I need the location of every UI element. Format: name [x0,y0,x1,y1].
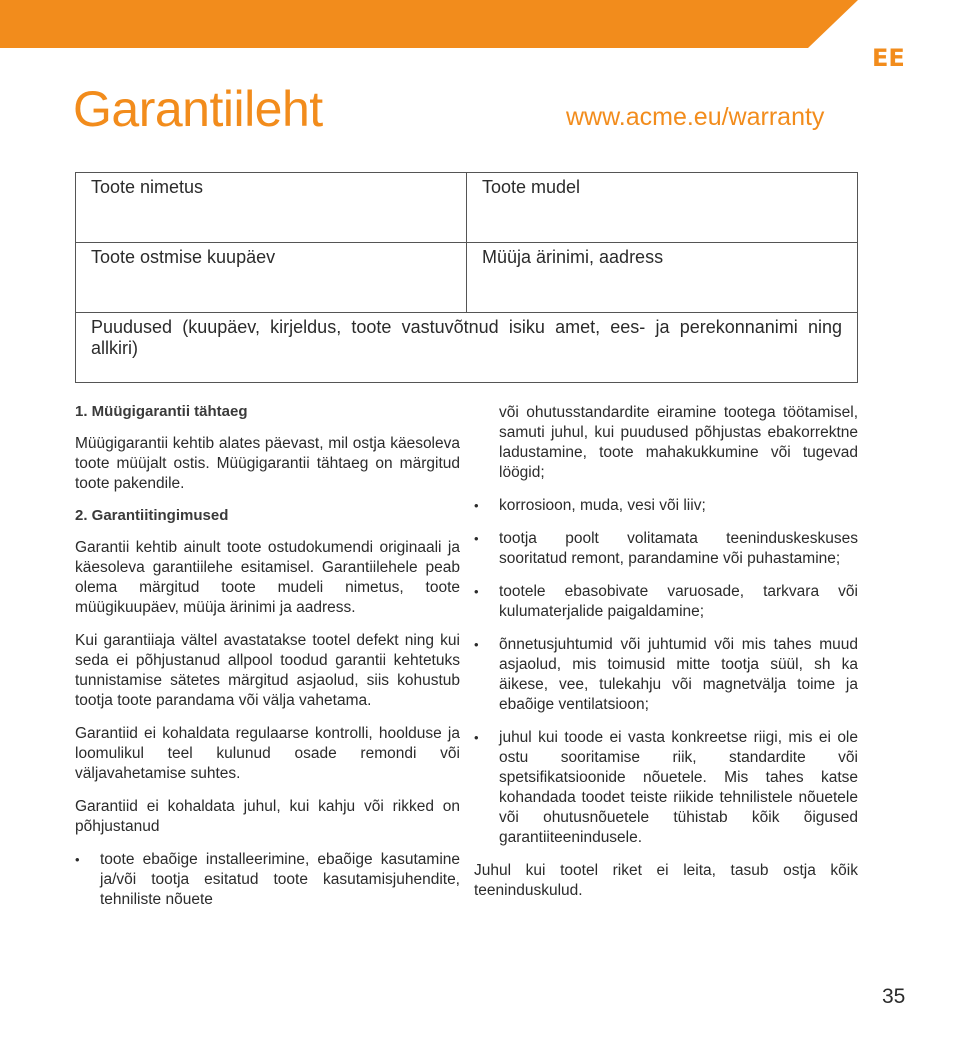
bullet-icon: • [474,531,479,546]
product-model-field[interactable]: Toote mudel [467,173,858,243]
form-row [76,173,858,243]
exclusions-list [75,850,460,910]
defects-field[interactable]: Puudused (kuupäev, kirjeldus, toote vastuvõtnud isiku amet, ees- ja perekonnanimi ning allkiri) [76,313,858,383]
list-item [474,635,858,715]
bullet-icon: • [474,498,479,513]
section-2-paragraph-4: Garantiid ei kohaldata juhul, kui kahju või rikked on põhjustanud [75,798,460,835]
page-number: 35 [882,985,906,1008]
closing-paragraph: Juhul kui tootel riket ei leita, tasub ostja kõik teeninduskulud. [474,862,858,899]
section-2-paragraph-1: Garantii kehtib ainult toote ostudokumendi originaali ja käesoleva garantiilehe esitamisel. Garantiilehele peab olema märgitud toote mudeli nimetus, toote müügikuupäev, müüja ärinimi ja aadress. [75,539,460,616]
section-2-paragraph-3: Garantiid ei kohaldata regulaarse kontrolli, hoolduse ja loomulikul teel kulunud osade remondi või väljavahetamise suhtes. [75,725,460,782]
list-item-text: tootele ebasobivate varuosade, tarkvara või kulumaterjalide paigaldamine; [499,583,858,620]
section-2-paragraph-2: Kui garantiiaja vältel avastatakse tootel defekt ning kui seda ei põhjustanud allpool toodud garantii kehtetuks tunnistamise sätetes märgitud asjaolud, siis kohustub tootja toote parandama või välja vahetama. [75,632,460,709]
bullet-icon: • [474,637,479,652]
list-item [474,582,858,622]
section-2-heading: 2. Garantiitingimused [75,507,229,524]
bullet-icon: • [75,852,80,867]
list-item-continuation: või ohutusstandardite eiramine tootega töötamisel, samuti juhul, kui puudused põhjustas ebakorrektne ladustamine, toote mahakukkumine või tugevad löögid; [499,404,858,481]
form-row [76,313,858,383]
warranty-form-table [75,172,858,383]
list-item-text: korrosioon, muda, vesi või liiv; [499,497,706,514]
language-code: EE [872,44,905,72]
header-orange-bar [0,0,858,48]
purchase-date-field[interactable]: Toote ostmise kuupäev [76,243,467,313]
list-item-text: juhul kui toode ei vasta konkreetse riigi, mis ei ole ostu sooritamise riik, standardite või spetsifikatsioonide nõuetele. Mis tahes katse kohandada toodet teiste riikide tehnilistele nõuetele või ohutusnõuetele tühistab kõik õigused garantiiteenindusele. [499,729,858,846]
left-column [75,403,460,923]
section-1-paragraph: Müügigarantii kehtib alates päevast, mil ostja käesoleva toote müüjalt ostis. Müügigarantii tähtaeg on märgitud toote pakendile. [75,435,460,492]
section-1-heading: 1. Müügigarantii tähtaeg [75,403,248,420]
seller-field[interactable]: Müüja ärinimi, aadress [467,243,858,313]
exclusions-list-continued [474,496,858,848]
list-item [474,728,858,848]
form-row [76,243,858,313]
page-title: Garantiileht [73,81,323,137]
right-column [474,403,858,914]
list-item-text: tootja poolt volitamata teeninduskeskuses sooritatud remont, parandamine või puhastamine; [499,530,858,567]
list-item [474,496,858,516]
list-item [75,850,460,910]
product-name-field[interactable]: Toote nimetus [76,173,467,243]
bullet-icon: • [474,730,479,745]
list-item [474,529,858,569]
list-item-text: õnnetusjuhtumid või juhtumid või mis tahes muud asjaolud, mis toimusid mitte tootja süül, sh ka äikese, vee, tulekahju või magnetvälja toime ja ebaõige ventilatsioon; [499,636,858,713]
bullet-icon: • [474,584,479,599]
warranty-url[interactable]: www.acme.eu/warranty [566,103,825,131]
list-item-text: toote ebaõige installeerimine, ebaõige kasutamine ja/või tootja esitatud toote kasutamisjuhendite, tehniliste nõuete [100,851,460,908]
